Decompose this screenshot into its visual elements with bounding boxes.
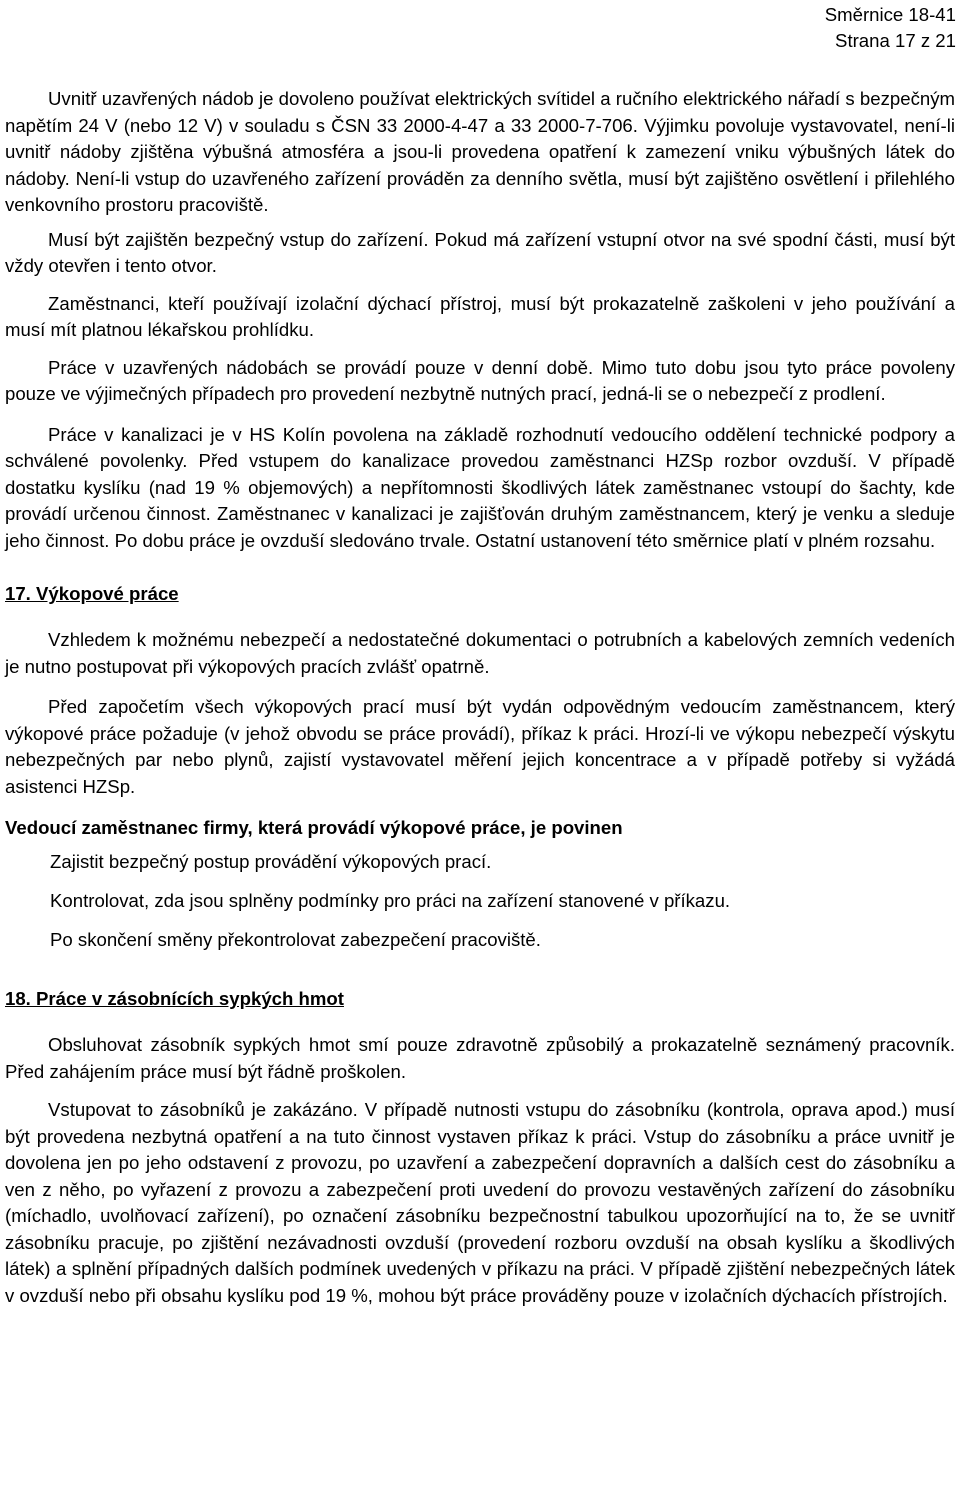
page-header — [825, 2, 956, 54]
duty-item: Zajistit bezpečný postup provádění výkopových prací. — [50, 851, 492, 872]
section-18-heading: 18. Práce v zásobnících sypkých hmot — [5, 988, 344, 1009]
section-17-paragraph-2: Před započetím všech výkopových prací musí být vydán odpovědným vedoucím zaměstnancem, který výkopové práce požaduje (v jehož obvodu se práce provádí), příkaz k práci. Hrozí-li ve výkopu nebezpečí výskytu nebezpečných par nebo plynů, zajistí vystavovatel měření jejich koncentrace a v případě potřeby si vyžádá asistenci HZSp. — [5, 696, 955, 797]
paragraph-sewer-work: Práce v kanalizaci je v HS Kolín povolena na základě rozhodnutí vedoucího oddělení technické podpory a schválené povolenky. Před vstupem do kanalizace provedou zaměstnanci HZSp rozbor ovzduší. V případě dostatku kyslíku (nad 19 % objemových) a nepřítomnosti škodlivých látek zaměstnanec vstoupí do šachty, kde provádí určenou činnost. Zaměstnanec v kanalizaci je zajišťován druhým zaměstnancem, který je venku a sleduje jeho činnost. Po dobu práce je ovzduší sledováno trvale. Ostatní ustanovení této směrnice platí v plném rozsahu. — [5, 423, 955, 551]
duty-item: Kontrolovat, zda jsou splněny podmínky pro práci na zařízení stanovené v příkazu. — [50, 890, 731, 911]
document-id: Směrnice 18-41 — [824, 4, 956, 25]
page-number: Strana 17 z 21 — [835, 30, 956, 51]
paragraph-safe-entry: Musí být zajištěn bezpečný vstup do zařízení. Pokud má zařízení vstupní otvor na své spodní části, musí být vždy otevřen i tento otvor. — [5, 228, 955, 276]
document-body — [5, 86, 955, 1309]
paragraph-breathing-apparatus: Zaměstnanci, kteří používají izolační dýchací přístroj, musí být prokazatelně zaškoleni v jeho používání a musí mít platnou lékařskou prohlídku. — [5, 292, 955, 340]
section-18-paragraph-1: Obsluhovat zásobník sypkých hmot smí pouze zdravotně způsobilý a prokazatelně seznámený pracovník. Před zahájením práce musí být řádně proškolen. — [5, 1034, 955, 1082]
section-17-duty-heading: Vedoucí zaměstnanec firmy, která provádí výkopové práce, je povinen — [5, 817, 623, 838]
section-18-paragraph-2: Vstupovat to zásobníků je zakázáno. V případě nutnosti vstupu do zásobníku (kontrola, oprava apod.) musí být provedena nezbytná opatření a na tuto činnost vystaven příkaz k práci. Vstup do zásobníku a práce uvnitř je dovolena jen po jeho odstavení z provozu, po uzavření a zabezpečení dopravních a dalších cest do zásobníku a ven z něho, po vyřazení z provozu a zabezpečení proti uvedení do provozu vestavěných zařízení do zásobníku (míchadlo, uvolňovací zařízení), po označení zásobníku bezpečnostní tabulkou upozorňující na to, že se uvnitř zásobníku pracuje, po zjištění nezávadnosti ovzduší (provedení rozboru ovzduší na obsah kyslíku a škodlivých látek) a splnění případných dalších podmínek uvedených v příkazu na práci. V případě zjištění nebezpečných látek v ovzduší nebo při obsahu kyslíku pod 19 %, mohou být práce prováděny pouze v izolačních dýchacích přístrojích. — [5, 1099, 955, 1306]
duty-item: Po skončení směny překontrolovat zabezpečení pracoviště. — [50, 929, 541, 950]
section-17-heading: 17. Výkopové práce — [5, 583, 179, 604]
paragraph-daytime-work: Práce v uzavřených nádobách se provádí pouze v denní době. Mimo tuto dobu jsou tyto práce povoleny pouze ve výjimečných případech pro provedení nezbytně nutných prací, jedná-li se o nebezpečí z prodlení. — [5, 356, 955, 404]
paragraph-vessel-lighting: Uvnitř uzavřených nádob je dovoleno používat elektrických svítidel a ručního elektrického nářadí s bezpečným napětím 24 V (nebo 12 V) v souladu s ČSN 33 2000-4-47 a 33 2000-7-706. Výjimku povoluje vystavovatel, není-li uvnitř nádoby zjištěna výbušná atmosféra a jsou-li provedena opatření k zamezení vniku výbušných látek do nádoby. Není-li vstup do uzavřeného zařízení prováděn za denního světla, musí být zajištěno osvětlení i přilehlého venkovního prostoru pracoviště. — [5, 88, 955, 215]
section-17-paragraph-1: Vzhledem k možnému nebezpečí a nedostatečné dokumentaci o potrubních a kabelových zemních vedeních je nutno postupovat při výkopových pracích zvlášť opatrně. — [5, 629, 955, 677]
